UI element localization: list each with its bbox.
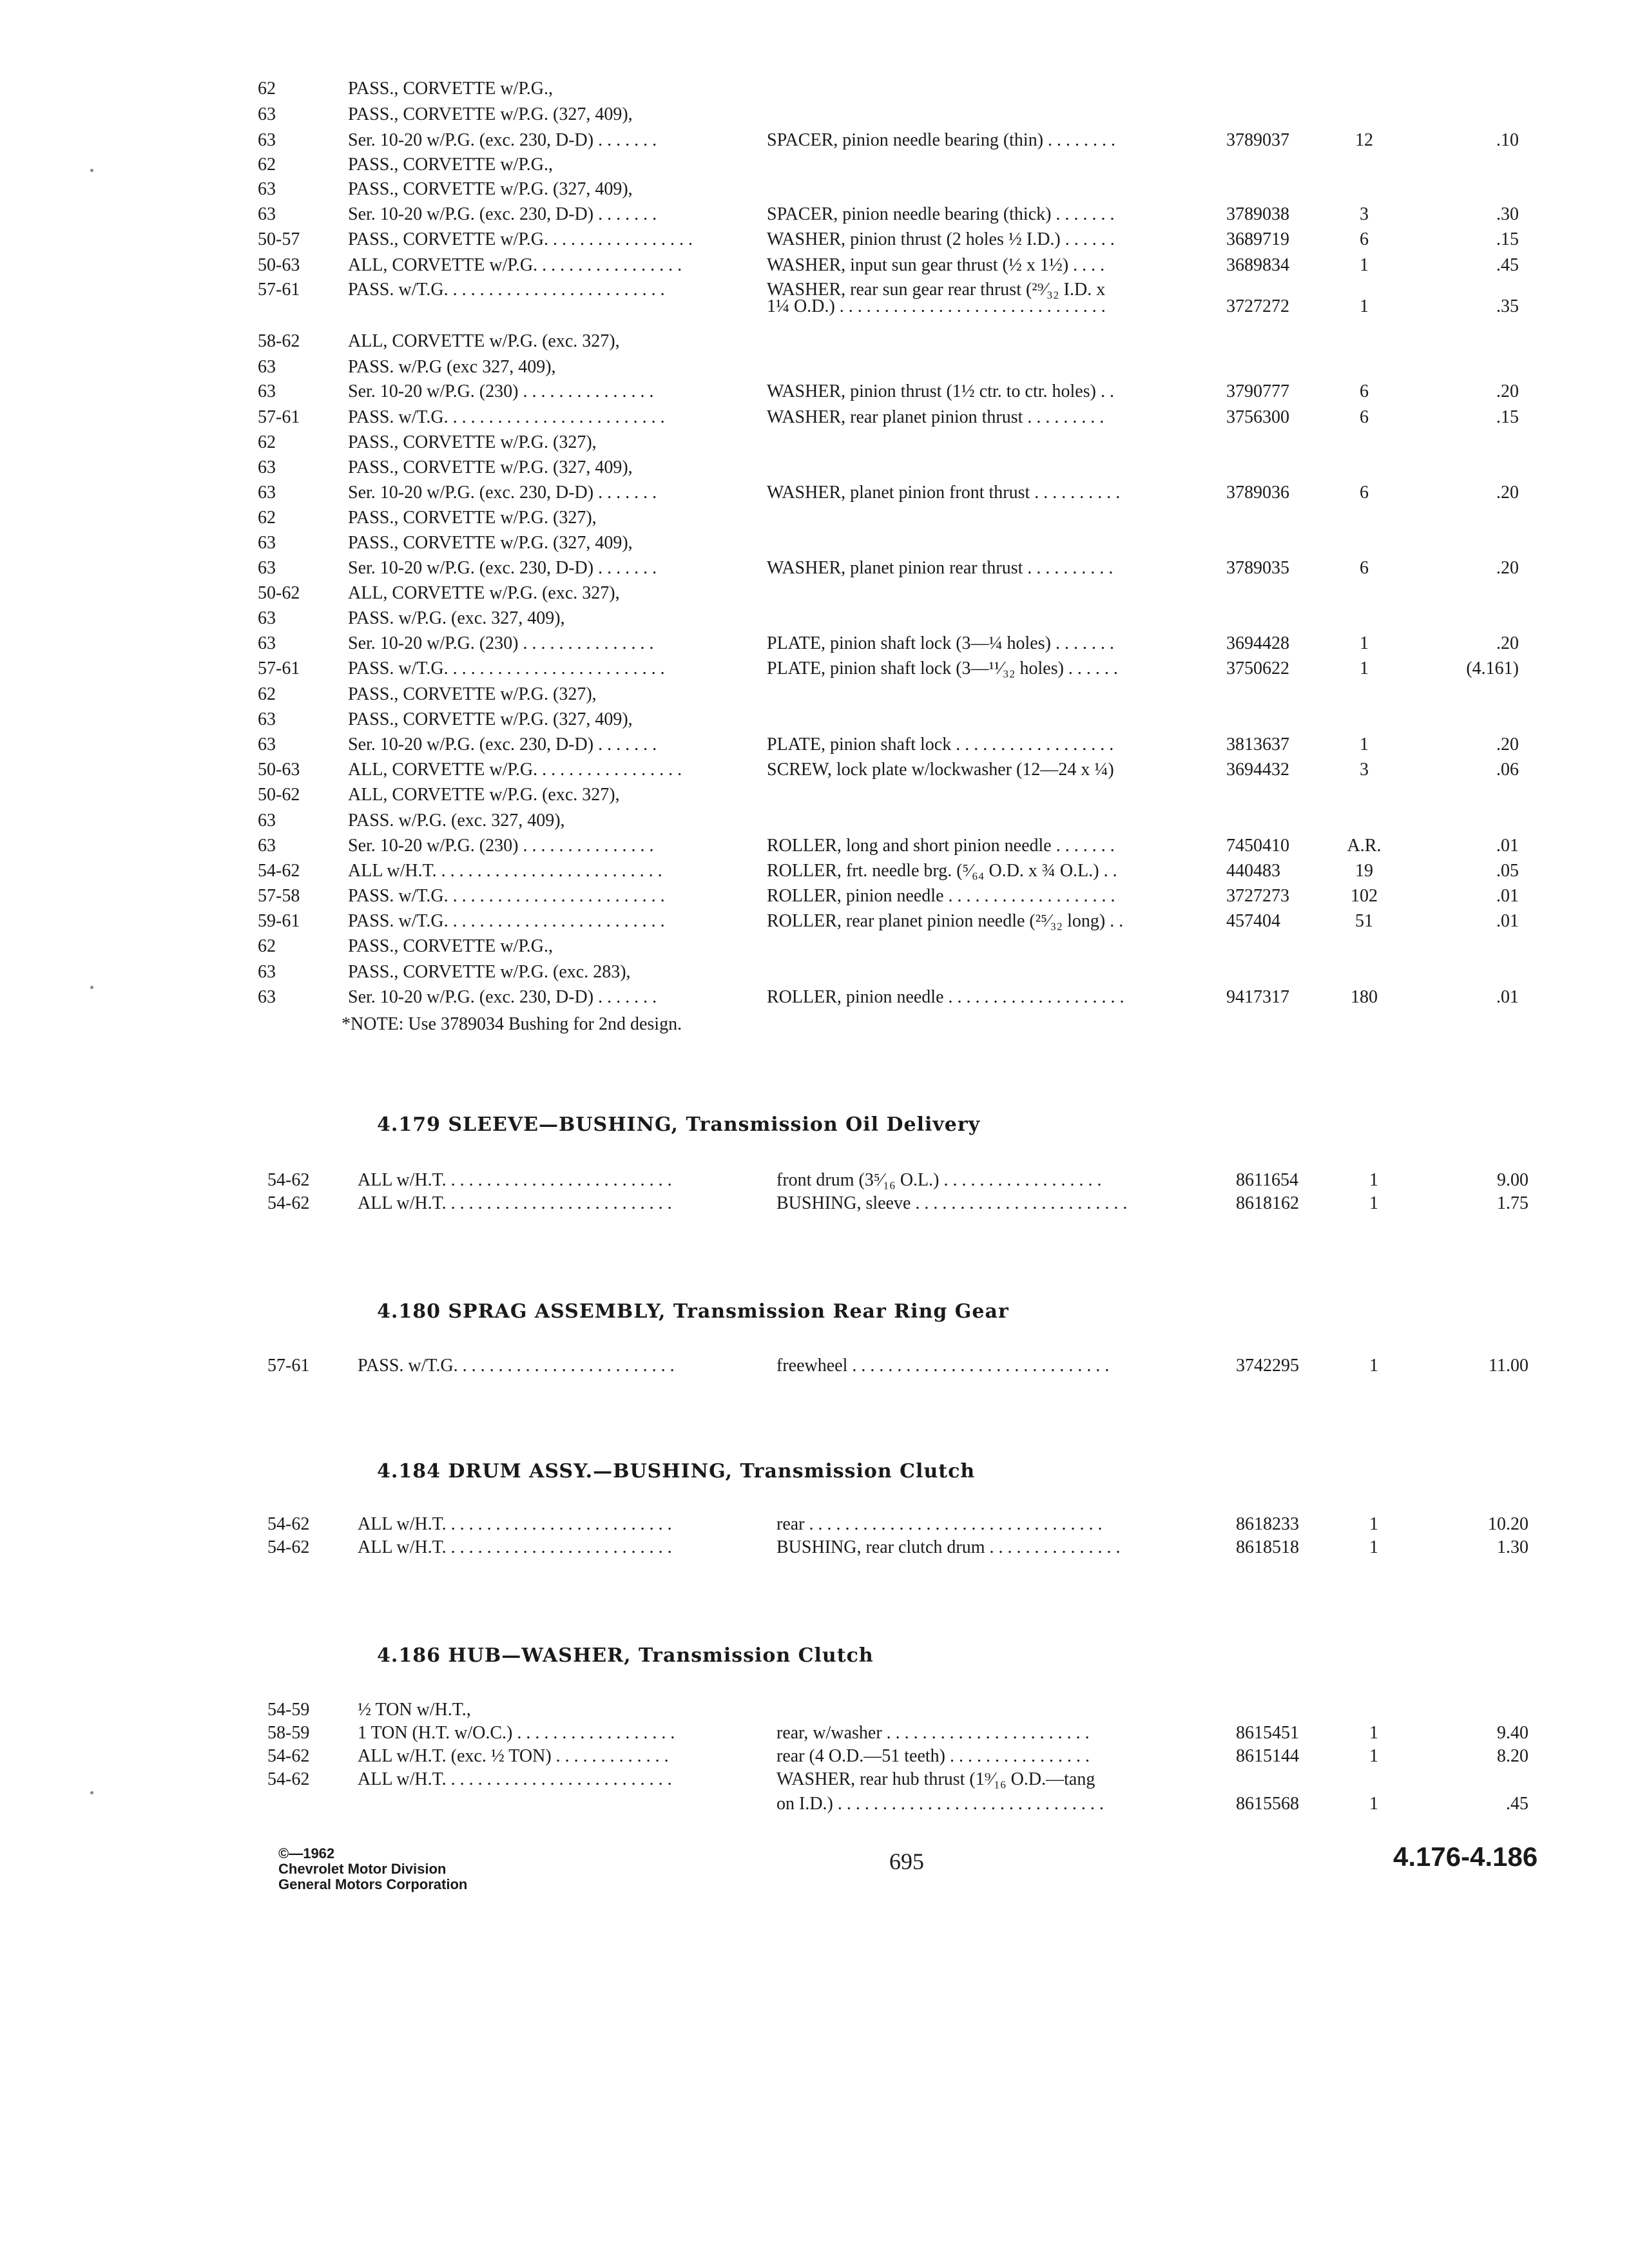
quantity-cell: 1 xyxy=(1360,255,1369,275)
scan-speck xyxy=(90,169,93,172)
part-number-cell: 8618162 xyxy=(1236,1193,1299,1213)
year-cell: 63 xyxy=(258,204,276,224)
price-cell: .35 xyxy=(1496,296,1519,316)
year-cell: 63 xyxy=(258,811,276,831)
year-cell: 58-59 xyxy=(267,1723,310,1743)
description-cell: freewheel . . . . . . . . . . . . . . . . . . . . . . . . . . . . . xyxy=(776,1356,1110,1376)
year-cell: 50-62 xyxy=(258,785,300,805)
quantity-cell: 1 xyxy=(1369,1794,1378,1814)
part-number-cell: 7450410 xyxy=(1226,836,1289,856)
application-cell: ALL w/H.T. . . . . . . . . . . . . . . . . . . . . . . . . . xyxy=(358,1193,672,1213)
application-cell: ALL w/H.T. . . . . . . . . . . . . . . . . . . . . . . . . . xyxy=(358,1170,672,1190)
division-name: Chevrolet Motor Division xyxy=(278,1861,447,1877)
description-cell: rear, w/washer . . . . . . . . . . . . . . . . . . . . . . . xyxy=(776,1723,1090,1743)
quantity-cell: 1 xyxy=(1369,1537,1378,1557)
price-cell: 9.40 xyxy=(1497,1723,1528,1743)
footer-publisher xyxy=(278,1846,467,1892)
application-cell: PASS., CORVETTE w/P.G., xyxy=(348,155,554,175)
part-number-cell: 3727272 xyxy=(1226,296,1289,316)
price-cell: .15 xyxy=(1496,229,1519,249)
part-number-cell: 8618518 xyxy=(1236,1537,1299,1557)
application-cell: Ser. 10-20 w/P.G. (230) . . . . . . . . . . . . . . . xyxy=(348,836,654,856)
application-cell: PASS., CORVETTE w/P.G. (exc. 283), xyxy=(348,962,631,982)
description-cell: front drum (3⁵⁄₁₆ O.L.) . . . . . . . . . . . . . . . . . . xyxy=(776,1170,1102,1190)
description-cell: SCREW, lock plate w/lockwasher (12—24 x ¼) xyxy=(767,760,1114,780)
description-cell: SPACER, pinion needle bearing (thick) . . . . . . . xyxy=(767,204,1115,224)
year-cell: 63 xyxy=(258,735,276,754)
part-number-cell: 3789036 xyxy=(1226,483,1289,503)
price-cell: (4.161) xyxy=(1466,658,1519,678)
year-cell: 57-58 xyxy=(258,886,300,906)
application-cell: PASS., CORVETTE w/P.G. (327, 409), xyxy=(348,709,633,729)
price-cell: .20 xyxy=(1496,633,1519,653)
price-cell: .30 xyxy=(1496,204,1519,224)
year-cell: 63 xyxy=(258,836,276,856)
part-number-cell: 3694432 xyxy=(1226,760,1289,780)
year-cell: 62 xyxy=(258,432,276,452)
year-cell: 62 xyxy=(258,155,276,175)
part-number-cell: 3813637 xyxy=(1226,735,1289,754)
quantity-cell: 1 xyxy=(1360,296,1369,316)
description-cell: on I.D.) . . . . . . . . . . . . . . . . . . . . . . . . . . . . . . xyxy=(776,1794,1104,1814)
price-cell: .20 xyxy=(1496,381,1519,401)
section-heading: 4.186 HUB—WASHER, Transmission Clutch xyxy=(377,1644,874,1667)
application-cell: ALL w/H.T. . . . . . . . . . . . . . . . . . . . . . . . . . xyxy=(358,1769,672,1789)
year-cell: 57-61 xyxy=(258,280,300,300)
part-number-cell: 3689719 xyxy=(1226,229,1289,249)
quantity-cell: 1 xyxy=(1369,1193,1378,1213)
description-cell: ROLLER, frt. needle brg. (⁵⁄₆₄ O.D. x ¾ O.L.) . . xyxy=(767,861,1117,881)
description-cell: PLATE, pinion shaft lock . . . . . . . . . . . . . . . . . . xyxy=(767,735,1114,754)
description-cell: WASHER, input sun gear thrust (½ x 1½) . . . . xyxy=(767,255,1105,275)
year-cell: 54-59 xyxy=(267,1700,310,1720)
application-cell: ALL, CORVETTE w/P.G. (exc. 327), xyxy=(348,785,620,805)
application-cell: Ser. 10-20 w/P.G. (exc. 230, D-D) . . . . . . . xyxy=(348,735,657,754)
quantity-cell: 1 xyxy=(1369,1170,1378,1190)
year-cell: 63 xyxy=(258,457,276,477)
price-cell: .05 xyxy=(1496,861,1519,881)
application-cell: PASS. w/T.G. . . . . . . . . . . . . . . . . . . . . . . . . xyxy=(348,280,665,300)
year-cell: 62 xyxy=(258,508,276,528)
year-cell: 54-62 xyxy=(258,861,300,881)
quantity-cell: 1 xyxy=(1369,1746,1378,1766)
part-number-cell: 3756300 xyxy=(1226,407,1289,427)
application-cell: PASS., CORVETTE w/P.G. (327), xyxy=(348,684,597,704)
year-cell: 63 xyxy=(258,357,276,377)
application-cell: PASS. w/P.G. (exc. 327, 409), xyxy=(348,608,565,628)
year-cell: 59-61 xyxy=(258,911,300,931)
application-cell: ALL w/H.T. . . . . . . . . . . . . . . . . . . . . . . . . . xyxy=(358,1537,672,1557)
quantity-cell: 102 xyxy=(1351,886,1378,906)
application-cell: PASS., CORVETTE w/P.G., xyxy=(348,936,554,956)
year-cell: 63 xyxy=(258,130,276,150)
part-number-cell: 3689834 xyxy=(1226,255,1289,275)
part-number-cell: 3694428 xyxy=(1226,633,1289,653)
year-cell: 63 xyxy=(258,709,276,729)
description-cell: WASHER, rear planet pinion thrust . . . . . . . . . xyxy=(767,407,1104,427)
year-cell: 54-62 xyxy=(267,1537,310,1557)
year-cell: 63 xyxy=(258,633,276,653)
quantity-cell: 6 xyxy=(1360,558,1369,578)
part-number-cell: 8615144 xyxy=(1236,1746,1299,1766)
year-cell: 63 xyxy=(258,987,276,1007)
application-cell: PASS., CORVETTE w/P.G. (327, 409), xyxy=(348,104,633,124)
price-cell: .20 xyxy=(1496,735,1519,754)
part-number-cell: 457404 xyxy=(1226,911,1280,931)
quantity-cell: 1 xyxy=(1369,1723,1378,1743)
price-cell: .20 xyxy=(1496,483,1519,503)
year-cell: 54-62 xyxy=(267,1170,310,1190)
application-cell: Ser. 10-20 w/P.G. (230) . . . . . . . . . . . . . . . xyxy=(348,633,654,653)
quantity-cell: 1 xyxy=(1360,633,1369,653)
description-cell: WASHER, rear sun gear rear thrust (²⁹⁄₃₂ I.D. x xyxy=(767,280,1106,300)
application-cell: PASS., CORVETTE w/P.G. (327, 409), xyxy=(348,533,633,553)
year-cell: 63 xyxy=(258,608,276,628)
application-cell: PASS. w/P.G (exc 327, 409), xyxy=(348,357,556,377)
application-cell: ALL, CORVETTE w/P.G. (exc. 327), xyxy=(348,331,620,351)
application-cell: ALL w/H.T. (exc. ½ TON) . . . . . . . . . . . . . xyxy=(358,1746,669,1766)
year-cell: 54-62 xyxy=(267,1514,310,1534)
part-number-cell: 8615451 xyxy=(1236,1723,1299,1743)
description-cell: WASHER, planet pinion rear thrust . . . . . . . . . . xyxy=(767,558,1113,578)
year-cell: 54-62 xyxy=(267,1746,310,1766)
section-heading: 4.180 SPRAG ASSEMBLY, Transmission Rear Ring Gear xyxy=(377,1300,1009,1323)
section-range: 4.176-4.186 xyxy=(1393,1841,1538,1872)
application-cell: PASS. w/P.G. (exc. 327, 409), xyxy=(348,811,565,831)
price-cell: .20 xyxy=(1496,558,1519,578)
description-cell: PLATE, pinion shaft lock (3—¼ holes) . . . . . . . xyxy=(767,633,1114,653)
application-cell: PASS. w/T.G. . . . . . . . . . . . . . . . . . . . . . . . . xyxy=(348,886,665,906)
application-cell: ALL, CORVETTE w/P.G. (exc. 327), xyxy=(348,583,620,603)
year-cell: 57-61 xyxy=(258,658,300,678)
price-cell: .01 xyxy=(1496,911,1519,931)
price-cell: 11.00 xyxy=(1489,1356,1528,1376)
quantity-cell: 51 xyxy=(1355,911,1373,931)
scan-speck xyxy=(90,1791,93,1794)
quantity-cell: 6 xyxy=(1360,381,1369,401)
application-cell: Ser. 10-20 w/P.G. (exc. 230, D-D) . . . . . . . xyxy=(348,204,657,224)
application-cell: PASS., CORVETTE w/P.G. . . . . . . . . . . . . . . . . xyxy=(348,229,693,249)
year-cell: 50-62 xyxy=(258,583,300,603)
part-number-cell: 3727273 xyxy=(1226,886,1289,906)
description-cell: BUSHING, sleeve . . . . . . . . . . . . . . . . . . . . . . . . xyxy=(776,1193,1128,1213)
year-cell: 63 xyxy=(258,483,276,503)
section-heading: 4.184 DRUM ASSY.—BUSHING, Transmission Clutch xyxy=(377,1460,976,1483)
part-number-cell: 3789037 xyxy=(1226,130,1289,150)
application-cell: ALL, CORVETTE w/P.G. . . . . . . . . . . . . . . . . xyxy=(348,255,682,275)
application-cell: Ser. 10-20 w/P.G. (230) . . . . . . . . . . . . . . . xyxy=(348,381,654,401)
year-cell: 63 xyxy=(258,962,276,982)
quantity-cell: 1 xyxy=(1369,1356,1378,1376)
price-cell: 1.30 xyxy=(1497,1537,1528,1557)
year-cell: 58-62 xyxy=(258,331,300,351)
year-cell: 50-63 xyxy=(258,255,300,275)
description-cell: ROLLER, long and short pinion needle . . . . . . . xyxy=(767,836,1115,856)
application-cell: Ser. 10-20 w/P.G. (exc. 230, D-D) . . . . . . . xyxy=(348,130,657,150)
quantity-cell: 1 xyxy=(1360,658,1369,678)
description-cell: WASHER, pinion thrust (1½ ctr. to ctr. holes) . . xyxy=(767,381,1114,401)
description-cell: 1¼ O.D.) . . . . . . . . . . . . . . . . . . . . . . . . . . . . . . xyxy=(767,296,1106,316)
quantity-cell: 180 xyxy=(1351,987,1378,1007)
application-cell: PASS., CORVETTE w/P.G. (327, 409), xyxy=(348,457,633,477)
price-cell: 1.75 xyxy=(1497,1193,1528,1213)
description-cell: ROLLER, pinion needle . . . . . . . . . . . . . . . . . . . xyxy=(767,886,1115,906)
description-cell: rear (4 O.D.—51 teeth) . . . . . . . . . . . . . . . . xyxy=(776,1746,1090,1766)
part-number-cell: 3790777 xyxy=(1226,381,1289,401)
section-heading: 4.179 SLEEVE—BUSHING, Transmission Oil Delivery xyxy=(377,1113,981,1136)
year-cell: 54-62 xyxy=(267,1193,310,1213)
quantity-cell: 6 xyxy=(1360,483,1369,503)
quantity-cell: 3 xyxy=(1360,760,1369,780)
part-number-cell: 8611654 xyxy=(1236,1170,1298,1190)
application-cell: PASS., CORVETTE w/P.G., xyxy=(348,79,554,99)
part-number-cell: 440483 xyxy=(1226,861,1280,881)
price-cell: .06 xyxy=(1496,760,1519,780)
quantity-cell: 12 xyxy=(1355,130,1373,150)
description-cell: ROLLER, rear planet pinion needle (²⁵⁄₃₂ long) . . xyxy=(767,911,1124,931)
application-cell: PASS., CORVETTE w/P.G. (327, 409), xyxy=(348,179,633,199)
quantity-cell: 3 xyxy=(1360,204,1369,224)
year-cell: 63 xyxy=(258,558,276,578)
price-cell: .01 xyxy=(1496,836,1519,856)
application-cell: PASS. w/T.G. . . . . . . . . . . . . . . . . . . . . . . . . xyxy=(348,407,665,427)
quantity-cell: 6 xyxy=(1360,229,1369,249)
part-number-cell: 3742295 xyxy=(1236,1356,1299,1376)
description-cell: rear . . . . . . . . . . . . . . . . . . . . . . . . . . . . . . . . . xyxy=(776,1514,1103,1534)
price-cell: .15 xyxy=(1496,407,1519,427)
application-cell: PASS., CORVETTE w/P.G. (327), xyxy=(348,432,597,452)
part-number-cell: 3789038 xyxy=(1226,204,1289,224)
application-cell: ALL w/H.T. . . . . . . . . . . . . . . . . . . . . . . . . . xyxy=(358,1514,672,1534)
year-cell: 57-61 xyxy=(258,407,300,427)
price-cell: 8.20 xyxy=(1497,1746,1528,1766)
price-cell: 9.00 xyxy=(1497,1170,1528,1190)
footnote-text: *NOTE: Use 3789034 Bushing for 2nd design. xyxy=(342,1014,682,1034)
year-cell: 63 xyxy=(258,381,276,401)
application-cell: ALL, CORVETTE w/P.G. . . . . . . . . . . . . . . . . xyxy=(348,760,682,780)
description-cell: WASHER, pinion thrust (2 holes ½ I.D.) . . . . . . xyxy=(767,229,1115,249)
year-cell: 62 xyxy=(258,684,276,704)
price-cell: .01 xyxy=(1496,987,1519,1007)
description-cell: BUSHING, rear clutch drum . . . . . . . . . . . . . . . xyxy=(776,1537,1121,1557)
part-number-cell: 8615568 xyxy=(1236,1794,1299,1814)
copyright: ©—1962 xyxy=(278,1845,335,1861)
quantity-cell: 1 xyxy=(1369,1514,1378,1534)
quantity-cell: 1 xyxy=(1360,735,1369,754)
year-cell: 63 xyxy=(258,179,276,199)
year-cell: 62 xyxy=(258,79,276,99)
application-cell: ½ TON w/H.T., xyxy=(358,1700,471,1720)
year-cell: 57-61 xyxy=(267,1356,310,1376)
year-cell: 50-57 xyxy=(258,229,300,249)
description-cell: WASHER, rear hub thrust (1⁹⁄₁₆ O.D.—tang xyxy=(776,1769,1095,1789)
year-cell: 50-63 xyxy=(258,760,300,780)
price-cell: .45 xyxy=(1506,1794,1528,1814)
part-number-cell: 9417317 xyxy=(1226,987,1289,1007)
price-cell: .01 xyxy=(1496,886,1519,906)
year-cell: 63 xyxy=(258,104,276,124)
application-cell: PASS. w/T.G. . . . . . . . . . . . . . . . . . . . . . . . . xyxy=(358,1356,675,1376)
quantity-cell: A.R. xyxy=(1347,836,1382,856)
application-cell: Ser. 10-20 w/P.G. (exc. 230, D-D) . . . . . . . xyxy=(348,483,657,503)
part-number-cell: 8618233 xyxy=(1236,1514,1299,1534)
application-cell: Ser. 10-20 w/P.G. (exc. 230, D-D) . . . . . . . xyxy=(348,558,657,578)
application-cell: ALL w/H.T. . . . . . . . . . . . . . . . . . . . . . . . . . xyxy=(348,861,662,881)
part-number-cell: 3789035 xyxy=(1226,558,1289,578)
quantity-cell: 6 xyxy=(1360,407,1369,427)
application-cell: Ser. 10-20 w/P.G. (exc. 230, D-D) . . . . . . . xyxy=(348,987,657,1007)
price-cell: 10.20 xyxy=(1488,1514,1528,1534)
description-cell: ROLLER, pinion needle . . . . . . . . . . . . . . . . . . . . xyxy=(767,987,1124,1007)
application-cell: PASS. w/T.G. . . . . . . . . . . . . . . . . . . . . . . . . xyxy=(348,911,665,931)
application-cell: 1 TON (H.T. w/O.C.) . . . . . . . . . . . . . . . . . . xyxy=(358,1723,675,1743)
page-number: 695 xyxy=(889,1849,924,1874)
description-cell: WASHER, planet pinion front thrust . . . . . . . . . . xyxy=(767,483,1121,503)
price-cell: .45 xyxy=(1496,255,1519,275)
part-number-cell: 3750622 xyxy=(1226,658,1289,678)
year-cell: 62 xyxy=(258,936,276,956)
scan-speck xyxy=(90,986,93,989)
description-cell: SPACER, pinion needle bearing (thin) . . . . . . . . xyxy=(767,130,1116,150)
application-cell: PASS., CORVETTE w/P.G. (327), xyxy=(348,508,597,528)
quantity-cell: 19 xyxy=(1355,861,1373,881)
corporation-name: General Motors Corporation xyxy=(278,1876,468,1892)
year-cell: 63 xyxy=(258,533,276,553)
application-cell: PASS. w/T.G. . . . . . . . . . . . . . . . . . . . . . . . . xyxy=(348,658,665,678)
year-cell: 54-62 xyxy=(267,1769,310,1789)
description-cell: PLATE, pinion shaft lock (3—¹¹⁄₃₂ holes) . . . . . . xyxy=(767,658,1118,678)
price-cell: .10 xyxy=(1496,130,1519,150)
